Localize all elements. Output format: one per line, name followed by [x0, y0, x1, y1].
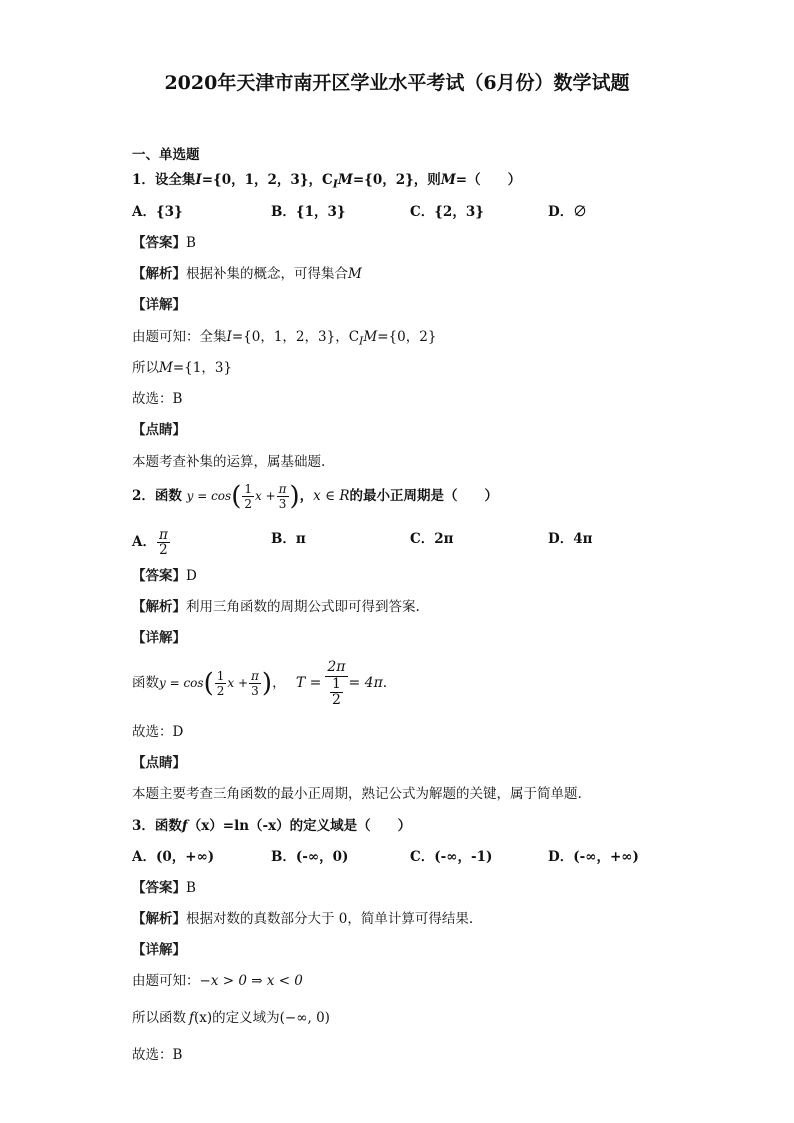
- math-text: x ∈ R: [313, 488, 350, 504]
- numerator: 1: [216, 669, 225, 683]
- question-number: 2．: [132, 488, 155, 504]
- answer-line: [132, 234, 196, 252]
- detail-text: 所以函数: [132, 1010, 186, 1026]
- answer-value: B: [186, 235, 196, 251]
- detail-text: .: [382, 675, 388, 691]
- math-expression: [159, 668, 273, 699]
- detail-line: [132, 359, 232, 377]
- detail-text: 由题可知：: [132, 973, 200, 989]
- option-c: C．{2，3}: [410, 204, 484, 220]
- fraction: [325, 659, 347, 708]
- fraction: [249, 669, 261, 698]
- fraction: [157, 528, 170, 557]
- detail-label: 【详解】: [132, 630, 186, 646]
- question-number: 1．: [132, 172, 155, 188]
- detail-line: [132, 653, 387, 713]
- denominator: 2: [331, 691, 341, 708]
- analysis-text: 根据补集的概念，可得集合: [186, 266, 348, 282]
- analysis-text: 根据对数的真数部分大于 0，简单计算可得结果.: [186, 911, 474, 927]
- detail-text: ={1，3}: [172, 360, 232, 376]
- detail-text: 的定义域为: [212, 1010, 280, 1026]
- option-a: [132, 524, 171, 560]
- comment-text: 本题主要考查三角函数的最小正周期，熟记公式为解题的关键，属于简单题.: [132, 786, 582, 802]
- answer-label: 【答案】: [132, 880, 186, 896]
- comment-label: 【点睛】: [132, 755, 186, 771]
- comment-label: 【点睛】: [132, 422, 186, 438]
- choose-line: 故选：B: [132, 1047, 183, 1063]
- stem-text: 函数: [154, 818, 182, 834]
- math-text: T =: [295, 675, 322, 691]
- complement-sub: I: [332, 177, 338, 191]
- var-f: f: [189, 1010, 194, 1026]
- detail-text: ={0，2}: [377, 329, 437, 345]
- option-a: A．(0，+∞): [132, 849, 215, 865]
- question-3-stem: [132, 817, 411, 835]
- detail-label: 【详解】: [132, 942, 186, 958]
- stem-text: （x）=ln（-x）的定义域是（ ）: [187, 818, 412, 834]
- question-1-stem: [132, 171, 521, 194]
- math-text: = 4π: [348, 675, 383, 691]
- denominator: 2: [159, 542, 168, 558]
- option-c: C．(-∞，-1): [410, 849, 493, 865]
- analysis-label: 【解析】: [132, 599, 186, 615]
- fraction: [277, 482, 289, 511]
- math-text: y = cos: [159, 676, 204, 690]
- option-d: D．4π: [548, 531, 593, 547]
- math-text: y = cos: [186, 489, 232, 503]
- option-d: D．∅: [548, 204, 587, 220]
- detail-text: 函数: [132, 675, 159, 691]
- stem-text: ={0，1，2，3}，: [201, 172, 322, 188]
- detail-line: [132, 328, 436, 351]
- section-heading: 一、单选题: [132, 147, 200, 163]
- math-text: x +: [227, 676, 249, 690]
- comment-text: 本题考查补集的运算，属基础题.: [132, 454, 326, 470]
- analysis-line: [132, 598, 420, 616]
- var-M: M: [348, 266, 362, 282]
- var-M: M: [337, 172, 353, 188]
- fraction: [215, 669, 227, 698]
- complement-sub: I: [359, 334, 364, 348]
- numerator: 2π: [327, 658, 346, 675]
- option-b: B．{1，3}: [271, 204, 346, 220]
- analysis-label: 【解析】: [132, 911, 186, 927]
- numerator: π: [251, 669, 259, 683]
- detail-text: ={0，1，2，3}，: [231, 329, 349, 345]
- var-I: I: [226, 329, 232, 345]
- paren-left: (: [203, 668, 214, 699]
- var-M: M: [440, 172, 456, 188]
- fraction: [242, 482, 254, 511]
- option-b: B．π: [271, 531, 306, 547]
- question-2-stem: [132, 479, 498, 513]
- numerator: π: [278, 482, 287, 496]
- option-a: A．{3}: [132, 204, 183, 220]
- answer-value: D: [186, 568, 197, 584]
- answer-label: 【答案】: [132, 568, 186, 584]
- page-title: 2020年天津市南开区学业水平考试（6月份）数学试题: [164, 72, 630, 94]
- analysis-line: [132, 265, 362, 283]
- denominator: 3: [278, 497, 287, 511]
- answer-line: [132, 567, 197, 585]
- var-M: M: [363, 329, 378, 345]
- option-c: C．2π: [410, 531, 454, 547]
- stem-text: 的最小正周期是（ ）: [349, 488, 499, 504]
- var-M: M: [159, 360, 173, 376]
- detail-text: ，: [272, 675, 286, 691]
- detail-text: 所以: [132, 360, 159, 376]
- math-text: −x > 0 ⇒ x < 0: [199, 973, 303, 989]
- answer-value: B: [186, 880, 196, 896]
- math-expression: [186, 481, 300, 512]
- stem-text: ={0，2}，则: [352, 172, 441, 188]
- math-text: (x): [194, 1010, 213, 1026]
- detail-line: [132, 972, 303, 990]
- paren-right: ): [261, 668, 273, 699]
- var-f: f: [181, 818, 188, 834]
- detail-line: [132, 1009, 330, 1027]
- stem-text: 设全集: [154, 172, 196, 188]
- denominator: [328, 677, 345, 708]
- complement-symbol: C: [348, 329, 360, 345]
- denominator: 2: [216, 684, 225, 698]
- choose-line: 故选：B: [132, 391, 183, 407]
- var-I: I: [195, 172, 202, 188]
- stem-text: 函数: [154, 488, 182, 504]
- paren-right: ): [289, 481, 300, 512]
- complement-symbol: C: [321, 172, 333, 188]
- option-b: B．(-∞，0): [271, 849, 349, 865]
- option-label: A．: [132, 534, 156, 550]
- stem-text: =（ ）: [455, 172, 522, 188]
- detail-text: 由题可知：全集: [132, 329, 227, 345]
- choose-line: 故选：D: [132, 724, 184, 740]
- math-text: x +: [254, 489, 276, 503]
- question-number: 3．: [132, 818, 155, 834]
- paren-left: (: [231, 481, 242, 512]
- math-text: (−∞, 0): [279, 1010, 330, 1026]
- analysis-text: 利用三角函数的周期公式即可得到答案.: [186, 599, 420, 615]
- answer-label: 【答案】: [132, 235, 186, 251]
- detail-label: 【详解】: [132, 297, 186, 313]
- analysis-line: [132, 910, 473, 928]
- denominator: 2: [244, 497, 252, 511]
- stem-text: ，: [299, 488, 314, 504]
- numerator: 1: [331, 675, 341, 692]
- option-d: D．(-∞，+∞): [548, 849, 639, 865]
- denominator: 3: [251, 684, 259, 698]
- numerator: π: [158, 527, 168, 543]
- analysis-label: 【解析】: [132, 266, 186, 282]
- numerator: 1: [244, 482, 252, 496]
- answer-line: [132, 879, 196, 897]
